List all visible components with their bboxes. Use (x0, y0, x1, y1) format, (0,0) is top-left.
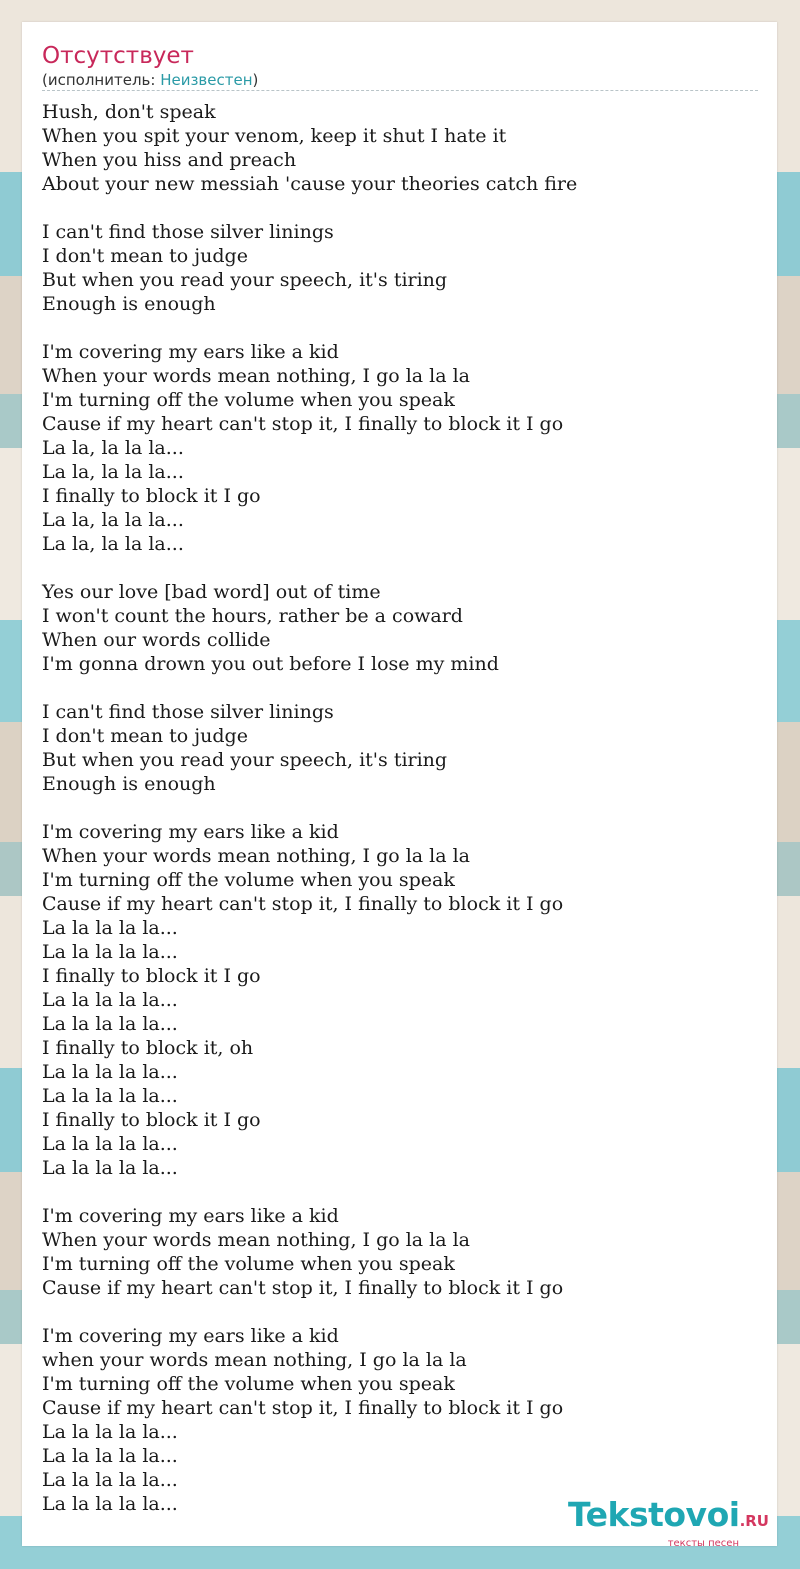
lyric-line: I'm covering my ears like a kid (42, 821, 339, 843)
lyric-line: I'm turning off the volume when you speak (42, 1253, 455, 1275)
stanza-break (42, 196, 758, 220)
lyric-line: La la la la la... (42, 1133, 178, 1155)
lyric-line: La la la la la... (42, 1061, 178, 1083)
lyric-line: When our words collide (42, 629, 271, 651)
lyric-line: When you spit your venom, keep it shut I hate it (42, 125, 507, 147)
lyric-line: I don't mean to judge (42, 725, 248, 747)
lyric-line: About your new messiah 'cause your theories catch fire (42, 173, 578, 195)
song-title: Отсутствует (42, 43, 194, 69)
lyric-line: when your words mean nothing, I go la la la (42, 1349, 467, 1371)
lyric-line: When your words mean nothing, I go la la la (42, 845, 471, 867)
artist-suffix: ) (252, 71, 259, 89)
lyric-line: I'm covering my ears like a kid (42, 1205, 339, 1227)
lyric-line: La la, la la la... (42, 533, 184, 555)
lyric-line: Cause if my heart can't stop it, I finally to block it I go (42, 1397, 564, 1419)
lyric-line: When your words mean nothing, I go la la la (42, 1229, 471, 1251)
stanza-break (42, 676, 758, 700)
artist-prefix: (исполнитель: (42, 71, 161, 89)
lyric-line: La la, la la la... (42, 461, 184, 483)
lyric-line: I'm covering my ears like a kid (42, 1325, 339, 1347)
lyric-line: La la la la la... (42, 1493, 178, 1515)
lyric-line: I won't count the hours, rather be a coward (42, 605, 463, 627)
lyrics-card (22, 22, 777, 1549)
lyric-line: I'm covering my ears like a kid (42, 341, 339, 363)
lyric-line: I finally to block it, oh (42, 1037, 254, 1059)
lyric-line: Yes our love [bad word] out of time (42, 581, 381, 603)
lyric-line: I finally to block it I go (42, 485, 261, 507)
lyric-line: La la, la la la... (42, 509, 184, 531)
lyric-line: La la la la la... (42, 917, 178, 939)
lyric-line: When you hiss and preach (42, 149, 297, 171)
logo-tagline: тексты песен (667, 1538, 739, 1549)
stanza-break (42, 796, 758, 820)
lyric-line: La la, la la la... (42, 437, 184, 459)
stanza-break (42, 316, 758, 340)
lyric-line: Cause if my heart can't stop it, I finally to block it I go (42, 893, 564, 915)
lyric-line: I can't find those silver linings (42, 221, 334, 243)
lyric-line: Cause if my heart can't stop it, I finally to block it I go (42, 1277, 564, 1299)
lyric-line: I finally to block it I go (42, 965, 261, 987)
lyric-line: La la la la la... (42, 1085, 178, 1107)
lyric-line: La la la la la... (42, 1157, 178, 1179)
lyric-line: But when you read your speech, it's tiring (42, 749, 448, 771)
lyric-line: Enough is enough (42, 293, 216, 315)
stanza-break (42, 1180, 758, 1204)
lyric-line: I don't mean to judge (42, 245, 248, 267)
artist-line (42, 70, 258, 90)
title-divider (42, 90, 758, 91)
lyric-line: La la la la la... (42, 1469, 178, 1491)
logo-name: Tekstovoi (568, 1495, 740, 1534)
artist-link[interactable]: Неизвестен (160, 71, 253, 89)
lyric-line: I can't find those silver linings (42, 701, 334, 723)
lyric-line: I'm turning off the volume when you speak (42, 389, 455, 411)
site-logo[interactable] (564, 1495, 769, 1549)
lyric-line: Enough is enough (42, 773, 216, 795)
lyric-line: When your words mean nothing, I go la la la (42, 365, 471, 387)
stanza-break (42, 1300, 758, 1324)
lyric-line: La la la la la... (42, 1013, 178, 1035)
lyric-line: I finally to block it I go (42, 1109, 261, 1131)
lyric-line: But when you read your speech, it's tiring (42, 269, 448, 291)
lyric-line: La la la la la... (42, 941, 178, 963)
lyric-line: La la la la la... (42, 1445, 178, 1467)
lyric-line: La la la la la... (42, 1421, 178, 1443)
lyric-line: Hush, don't speak (42, 101, 216, 123)
lyric-line: Cause if my heart can't stop it, I finally to block it I go (42, 413, 564, 435)
logo-wordmark (564, 1495, 769, 1538)
stanza-break (42, 556, 758, 580)
lyric-line: I'm gonna drown you out before I lose my mind (42, 653, 499, 675)
lyric-line: La la la la la... (42, 989, 178, 1011)
lyric-line: I'm turning off the volume when you speak (42, 1373, 455, 1395)
lyrics-text (42, 100, 758, 1516)
logo-domain: .RU (739, 1512, 769, 1530)
lyric-line: I'm turning off the volume when you speak (42, 869, 455, 891)
